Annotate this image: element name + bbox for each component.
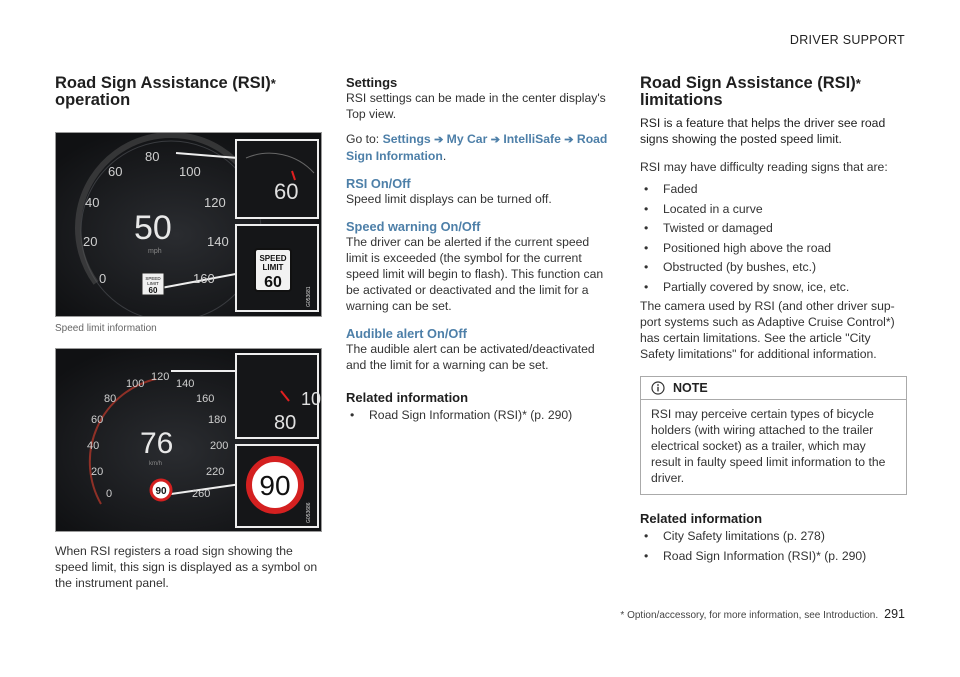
svg-text:60: 60 — [274, 179, 299, 204]
dial-number: 80 — [104, 393, 117, 405]
list-item: • Located in a curve — [640, 201, 907, 217]
info-icon — [651, 381, 665, 395]
path-intellisafe[interactable]: IntelliSafe — [503, 132, 561, 146]
related-list — [346, 407, 608, 423]
dial-number: 20 — [91, 466, 104, 478]
instrument-cluster-mph — [56, 133, 322, 317]
dial-number: 40 — [85, 195, 100, 210]
related-link[interactable]: • City Safety limitations (p. 278) — [640, 528, 907, 544]
figure-code: G053681 — [306, 286, 312, 307]
dial-number: 140 — [176, 378, 195, 390]
speed-limit-figure-kmh — [55, 348, 322, 532]
note-box — [640, 376, 907, 495]
dial-number: 200 — [210, 440, 229, 452]
svg-text:SPEED: SPEED — [145, 276, 161, 281]
svg-text:90: 90 — [155, 486, 167, 497]
speed-limit-sign-small — [151, 480, 171, 500]
dial-number: 0 — [106, 488, 113, 500]
difficulty-text: RSI may have difficulty reading signs that are: — [640, 160, 888, 174]
heading-limitations: Road Sign Assistance (RSI)* limitations — [640, 74, 861, 109]
svg-text:SPEED: SPEED — [259, 254, 287, 263]
speed-readout: 76 — [140, 427, 174, 460]
settings-heading: Settings — [346, 75, 398, 90]
list-item: • Obstructed (by bushes, etc.) — [640, 259, 907, 275]
svg-text:90: 90 — [259, 470, 291, 501]
dial-number: 160 — [196, 393, 215, 405]
arrow-right-icon: ➔ — [564, 134, 574, 146]
audible-alert-text: The audible alert can be activated/deactivated and the limit for a warning can be set. — [346, 342, 595, 372]
dial-number: 40 — [87, 440, 100, 452]
speed-warning-heading: Speed warning On/Off — [346, 219, 481, 234]
footnote: * Option/accessory, for more information, see Introduction. — [620, 610, 879, 621]
path-my-car[interactable]: My Car — [446, 132, 488, 146]
speed-warning-text: The driver can be alerted if the current speed limit is exceeded (the symbol for the current speed limit will begin to flash). This function can be activated or deactivated and the limit for a warning can be set. — [346, 235, 604, 313]
audible-alert-heading: Audible alert On/Off — [346, 326, 467, 341]
figure-code: G053686 — [306, 502, 312, 523]
speed-unit: mph — [148, 248, 162, 255]
dial-number: 60 — [91, 414, 104, 426]
page-footer — [620, 607, 905, 621]
svg-text:80: 80 — [274, 412, 297, 434]
column-left — [55, 75, 322, 591]
camera-text: The camera used by RSI (and other driver sup-port systems such as Adaptive Cruise Control*) has certain limitations. See the article "City Safety limitations" for additional information. — [640, 299, 895, 361]
svg-text:60: 60 — [264, 274, 282, 291]
figure-caption: Speed limit information — [55, 323, 157, 334]
dial-number: 160 — [193, 271, 215, 286]
related-link[interactable]: • Road Sign Information (RSI)* (p. 290) — [346, 407, 608, 423]
note-header — [641, 377, 906, 400]
related-link[interactable]: • Road Sign Information (RSI)* (p. 290) — [640, 548, 907, 564]
speed-readout: 50 — [134, 209, 172, 247]
section-header: DRIVER SUPPORT — [789, 33, 905, 47]
body-text: When RSI registers a road sign showing the speed limit, this sign is displayed as a symbol on the instrument panel. — [55, 544, 318, 590]
dial-number: 120 — [204, 195, 226, 210]
dial-number: 140 — [207, 234, 229, 249]
dial-number: 100 — [126, 378, 145, 390]
list-item: • Faded — [640, 181, 907, 197]
dial-number: 180 — [208, 414, 227, 426]
dial-number: 80 — [145, 149, 160, 164]
dial-number: 100 — [179, 164, 201, 179]
related-heading: Related information — [346, 390, 469, 405]
page-number: 291 — [884, 607, 905, 621]
speed-limit-sign-small — [142, 273, 164, 295]
column-right — [640, 75, 907, 567]
path-settings[interactable]: Settings — [382, 132, 431, 146]
list-item: • Partially covered by snow, ice, etc. — [640, 279, 907, 295]
dial-number: 260 — [192, 488, 211, 500]
note-title: NOTE — [673, 381, 708, 395]
zoom-inset-bottom — [236, 445, 318, 527]
zoom-inset-top — [236, 140, 318, 218]
list-item: • Twisted or damaged — [640, 220, 907, 236]
dial-number: 120 — [151, 371, 170, 383]
svg-text:10: 10 — [301, 389, 322, 409]
menu-path: Go to: Settings ➔ My Car ➔ IntelliSafe ➔ Road Sign Information. — [346, 132, 608, 163]
path-road-sign-information[interactable]: Road Sign Information — [346, 132, 608, 163]
dial-number: 60 — [108, 164, 123, 179]
related-list — [640, 528, 907, 564]
dial-number: 220 — [206, 466, 225, 478]
dial-number: 20 — [83, 234, 98, 249]
difficulty-list — [640, 181, 907, 295]
arrow-right-icon: ➔ — [434, 134, 444, 146]
column-middle — [346, 75, 608, 427]
zoom-inset-top — [236, 354, 321, 438]
heading-operation: Road Sign Assistance (RSI)* operation — [55, 74, 276, 109]
svg-text:LIMIT: LIMIT — [262, 263, 284, 272]
intro-text: RSI is a feature that helps the driver see road signs showing the posted speed limit. — [640, 116, 886, 146]
note-text: RSI may perceive certain types of bicycle holders (with wiring attached to the trailer electrical socket) as a trailer, which may result in faulty speed limit information to the driver. — [651, 407, 886, 485]
svg-text:LIMIT: LIMIT — [147, 281, 159, 286]
related-heading: Related information — [640, 511, 763, 526]
zoom-inset-bottom — [236, 225, 318, 311]
rsi-onoff-text: Speed limit displays can be turned off. — [346, 192, 552, 206]
speed-limit-figure-mph — [55, 132, 322, 317]
svg-text:60: 60 — [148, 286, 158, 295]
settings-text: RSI settings can be made in the center display's Top view. — [346, 91, 606, 121]
arrow-right-icon: ➔ — [490, 134, 500, 146]
instrument-cluster-kmh — [56, 349, 322, 532]
dial-number: 0 — [99, 271, 107, 286]
list-item: • Positioned high above the road — [640, 240, 907, 256]
speed-unit: km/h — [149, 461, 163, 467]
rsi-onoff-heading: RSI On/Off — [346, 176, 411, 191]
